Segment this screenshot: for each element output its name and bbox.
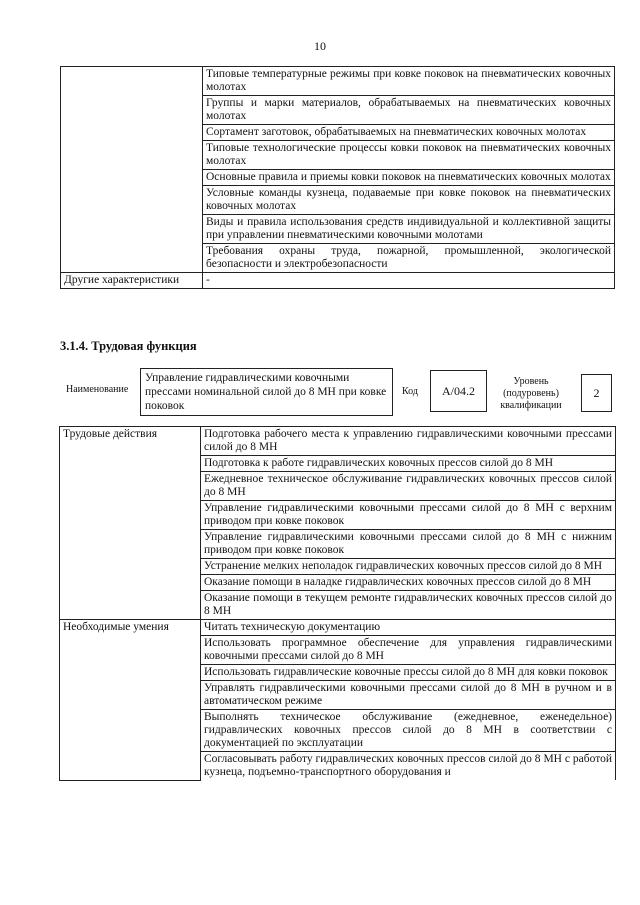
knowledge-item: Требования охраны труда, пожарной, промышленной, экологической безопасности и электробезопасности [203,244,615,273]
labor-action-item: Ежедневное техническое обслуживание гидравлических ковочных прессов силой до 8 МН [201,472,616,501]
labor-action-item: Управление гидравлическими ковочными прессами силой до 8 МН с верхним приводом при ковке поковок [201,501,616,530]
page-number: 10 [314,39,326,53]
knowledge-item: Виды и правила использования средств индивидуальной и коллективной защиты при управлении пневматическими ковочными молотами [203,215,615,244]
knowledge-table [60,66,615,289]
name-label: Наименование [66,384,129,395]
other-characteristics-label: Другие характеристики [61,273,203,289]
qualification-level-label: Уровень (подуровень) квалификации [500,376,562,411]
other-characteristics-value: - [203,273,615,289]
knowledge-item: Сортамент заготовок, обрабатываемых на пневматических ковочных молотах [203,125,615,141]
labor-action-item: Оказание помощи в текущем ремонте гидравлических ковочных прессов силой до 8 МН [201,591,616,620]
skill-item: Выполнять техническое обслуживание (ежедневное, еженедельное) гидравлических ковочных прессов силой до 8 МН в соответствии с документацией по эксплуатации [201,710,616,752]
labor-action-item: Оказание помощи в наладке гидравлических ковочных прессов силой до 8 МН [201,575,616,591]
section-title: 3.1.4. Трудовая функция [60,339,197,353]
row-label-cell [61,67,203,273]
knowledge-item: Группы и марки материалов, обрабатываемых на пневматических ковочных молотах [203,96,615,125]
skill-item: Согласовывать работу гидравлических ковочных прессов силой до 8 МН с работой кузнеца, подъемно-транспортного оборудования и [201,752,616,781]
labor-action-item: Устранение мелких неполадок гидравлических ковочных прессов силой до 8 МН [201,559,616,575]
labor-actions-label: Трудовые действия [60,427,201,620]
table-row [60,620,616,636]
knowledge-item: Условные команды кузнеца, подаваемые при ковке поковок на пневматических ковочных молотах [203,186,615,215]
labor-function-table [59,426,616,781]
skill-item: Читать техническую документацию [201,620,616,636]
labor-action-item: Подготовка рабочего места к управлению гидравлическими ковочными прессами силой до 8 МН [201,427,616,456]
table-row [61,273,615,289]
skills-label: Необходимые умения [60,620,201,781]
knowledge-item: Типовые температурные режимы при ковке поковок на пневматических ковочных молотах [203,67,615,96]
knowledge-item: Типовые технологические процессы ковки поковок на пневматических ковочных молотах [203,141,615,170]
table-row [60,427,616,456]
labor-action-item: Подготовка к работе гидравлических ковочных прессов силой до 8 МН [201,456,616,472]
code-label: Код [402,386,418,397]
skill-item: Управлять гидравлическими ковочными прессами силой до 8 МН в ручном и в автоматическом режиме [201,681,616,710]
skill-item: Использовать гидравлические ковочные прессы силой до 8 МН для ковки поковок [201,665,616,681]
labor-action-item: Управление гидравлическими ковочными прессами силой до 8 МН с нижним приводом при ковке поковок [201,530,616,559]
table-row [61,67,615,96]
function-name-box: Управление гидравлическими ковочными прессами номинальной силой до 8 МН при ковке поковок [140,368,393,416]
skill-item: Использовать программное обеспечение для управления гидравлическими ковочными прессами силой до 8 МН [201,636,616,665]
function-code-box: А/04.2 [430,370,487,412]
knowledge-item: Основные правила и приемы ковки поковок на пневматических ковочных молотах [203,170,615,186]
qualification-level-box: 2 [581,374,612,412]
